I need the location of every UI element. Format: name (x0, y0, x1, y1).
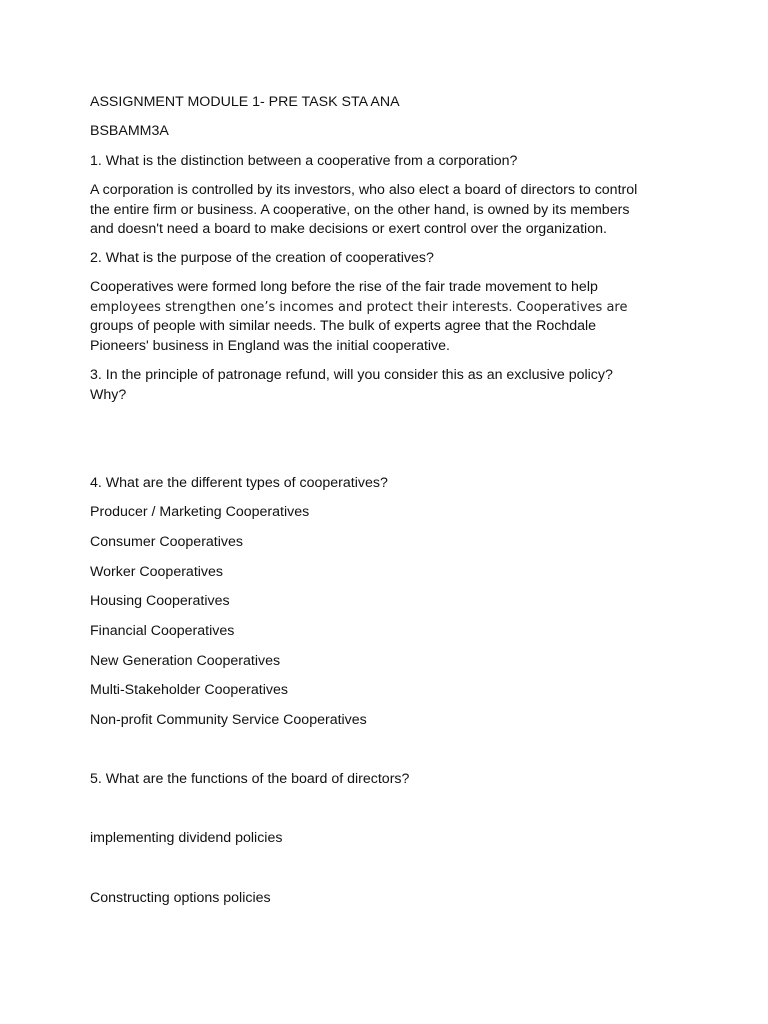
document-title: ASSIGNMENT MODULE 1- PRE TASK STA ANA (90, 94, 400, 110)
question-3-line: 3. In the principle of patronage refund, will you consider this as an exclusive policy? (90, 367, 613, 383)
board-function: implementing dividend policies (90, 830, 283, 846)
answer-1 (90, 181, 700, 240)
answer-2 (90, 278, 700, 356)
cooperative-type: Worker Cooperatives (90, 564, 223, 580)
cooperative-type: Financial Cooperatives (90, 623, 235, 639)
board-function: Constructing options policies (90, 890, 271, 906)
cooperative-type: Producer / Marketing Cooperatives (90, 504, 310, 520)
answer-2-line: Pioneers' business in England was the initial cooperative. (90, 337, 450, 354)
question-1: 1. What is the distinction between a cooperative from a corporation? (90, 153, 518, 169)
cooperative-type: New Generation Cooperatives (90, 653, 281, 669)
cooperative-type: Consumer Cooperatives (90, 534, 243, 550)
answer-1-line: and doesn't need a board to make decisions or exert control over the organization. (90, 221, 607, 237)
cooperative-type: Non-profit Community Service Cooperatives (90, 712, 367, 728)
question-5: 5. What are the functions of the board of directors? (90, 771, 410, 787)
question-2: 2. What is the purpose of the creation of cooperatives? (90, 250, 434, 266)
cooperative-type: Multi-Stakeholder Cooperatives (90, 682, 288, 698)
answer-2-line: groups of people with similar needs. The bulk of experts agree that the Rochdale (90, 318, 597, 334)
question-3-line: Why? (90, 386, 127, 403)
cooperative-type: Housing Cooperatives (90, 593, 230, 609)
answer-1-line: A corporation is controlled by its investors, who also elect a board of directors to control (90, 182, 638, 198)
answer-2-line: Cooperatives were formed long before the rise of the fair trade movement to help (90, 279, 598, 295)
answer-2-line: employees strengthen one’s incomes and protect their interests. Cooperatives are (90, 299, 628, 315)
question-4: 4. What are the different types of cooperatives? (90, 475, 388, 491)
section-code: BSBAMM3A (90, 123, 169, 139)
answer-1-line: the entire firm or business. A cooperative, on the other hand, is owned by its members (90, 201, 630, 218)
question-3 (90, 366, 700, 405)
